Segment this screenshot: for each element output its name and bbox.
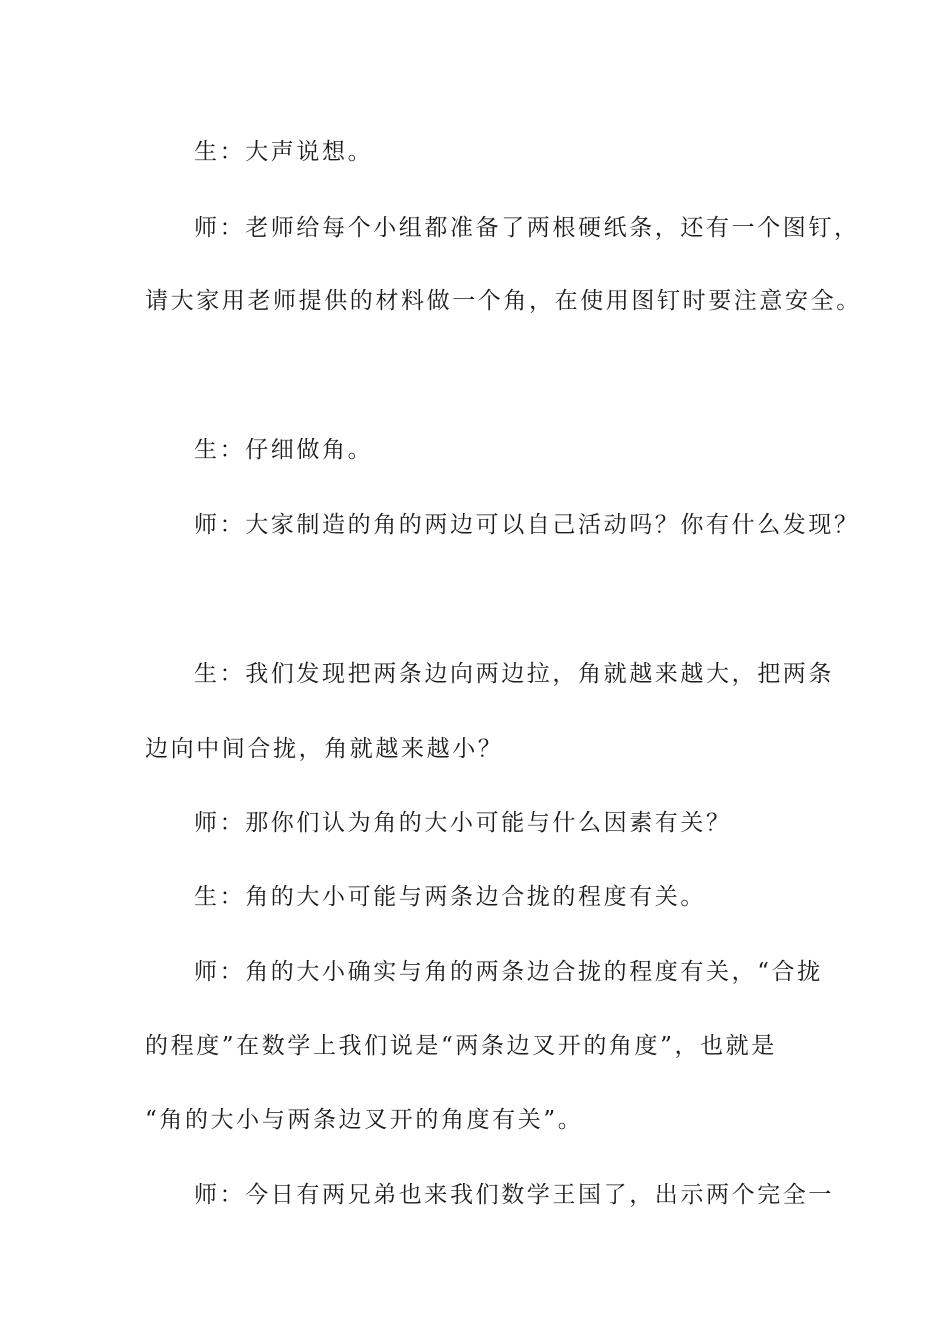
paragraph-line: “角的大小与两条边叉开的角度有关”。 <box>145 1107 584 1133</box>
paragraph-line: 师：大家制造的角的两边可以自己活动吗？你有什么发现？ <box>194 512 860 538</box>
paragraph-line: 的程度”在数学上我们说是“两条边叉开的角度”，也就是 <box>145 1033 777 1059</box>
paragraph-line: 生：角的大小可能与两条边合拢的程度有关。 <box>194 884 706 910</box>
paragraph-line: 生：大声说想。 <box>194 139 374 165</box>
paragraph-line: 生：仔细做角。 <box>194 437 374 463</box>
paragraph-line: 生：我们发现把两条边向两边拉，角就越来越大，把两条 <box>194 661 834 687</box>
paragraph-line: 师：老师给每个小组都准备了两根硬纸条，还有一个图钉， <box>194 215 860 241</box>
paragraph-line: 师：那你们认为角的大小可能与什么因素有关？ <box>194 810 732 836</box>
paragraph-line: 请大家用老师提供的材料做一个角，在使用图钉时要注意安全。 <box>145 288 862 314</box>
paragraph-line: 师：今日有两兄弟也来我们数学王国了，出示两个完全一 <box>194 1182 834 1208</box>
paragraph-line: 边向中间合拢，角就越来越小？ <box>145 736 504 762</box>
paragraph-line: 师：角的大小确实与角的两条边合拢的程度有关，“合拢 <box>194 959 823 985</box>
